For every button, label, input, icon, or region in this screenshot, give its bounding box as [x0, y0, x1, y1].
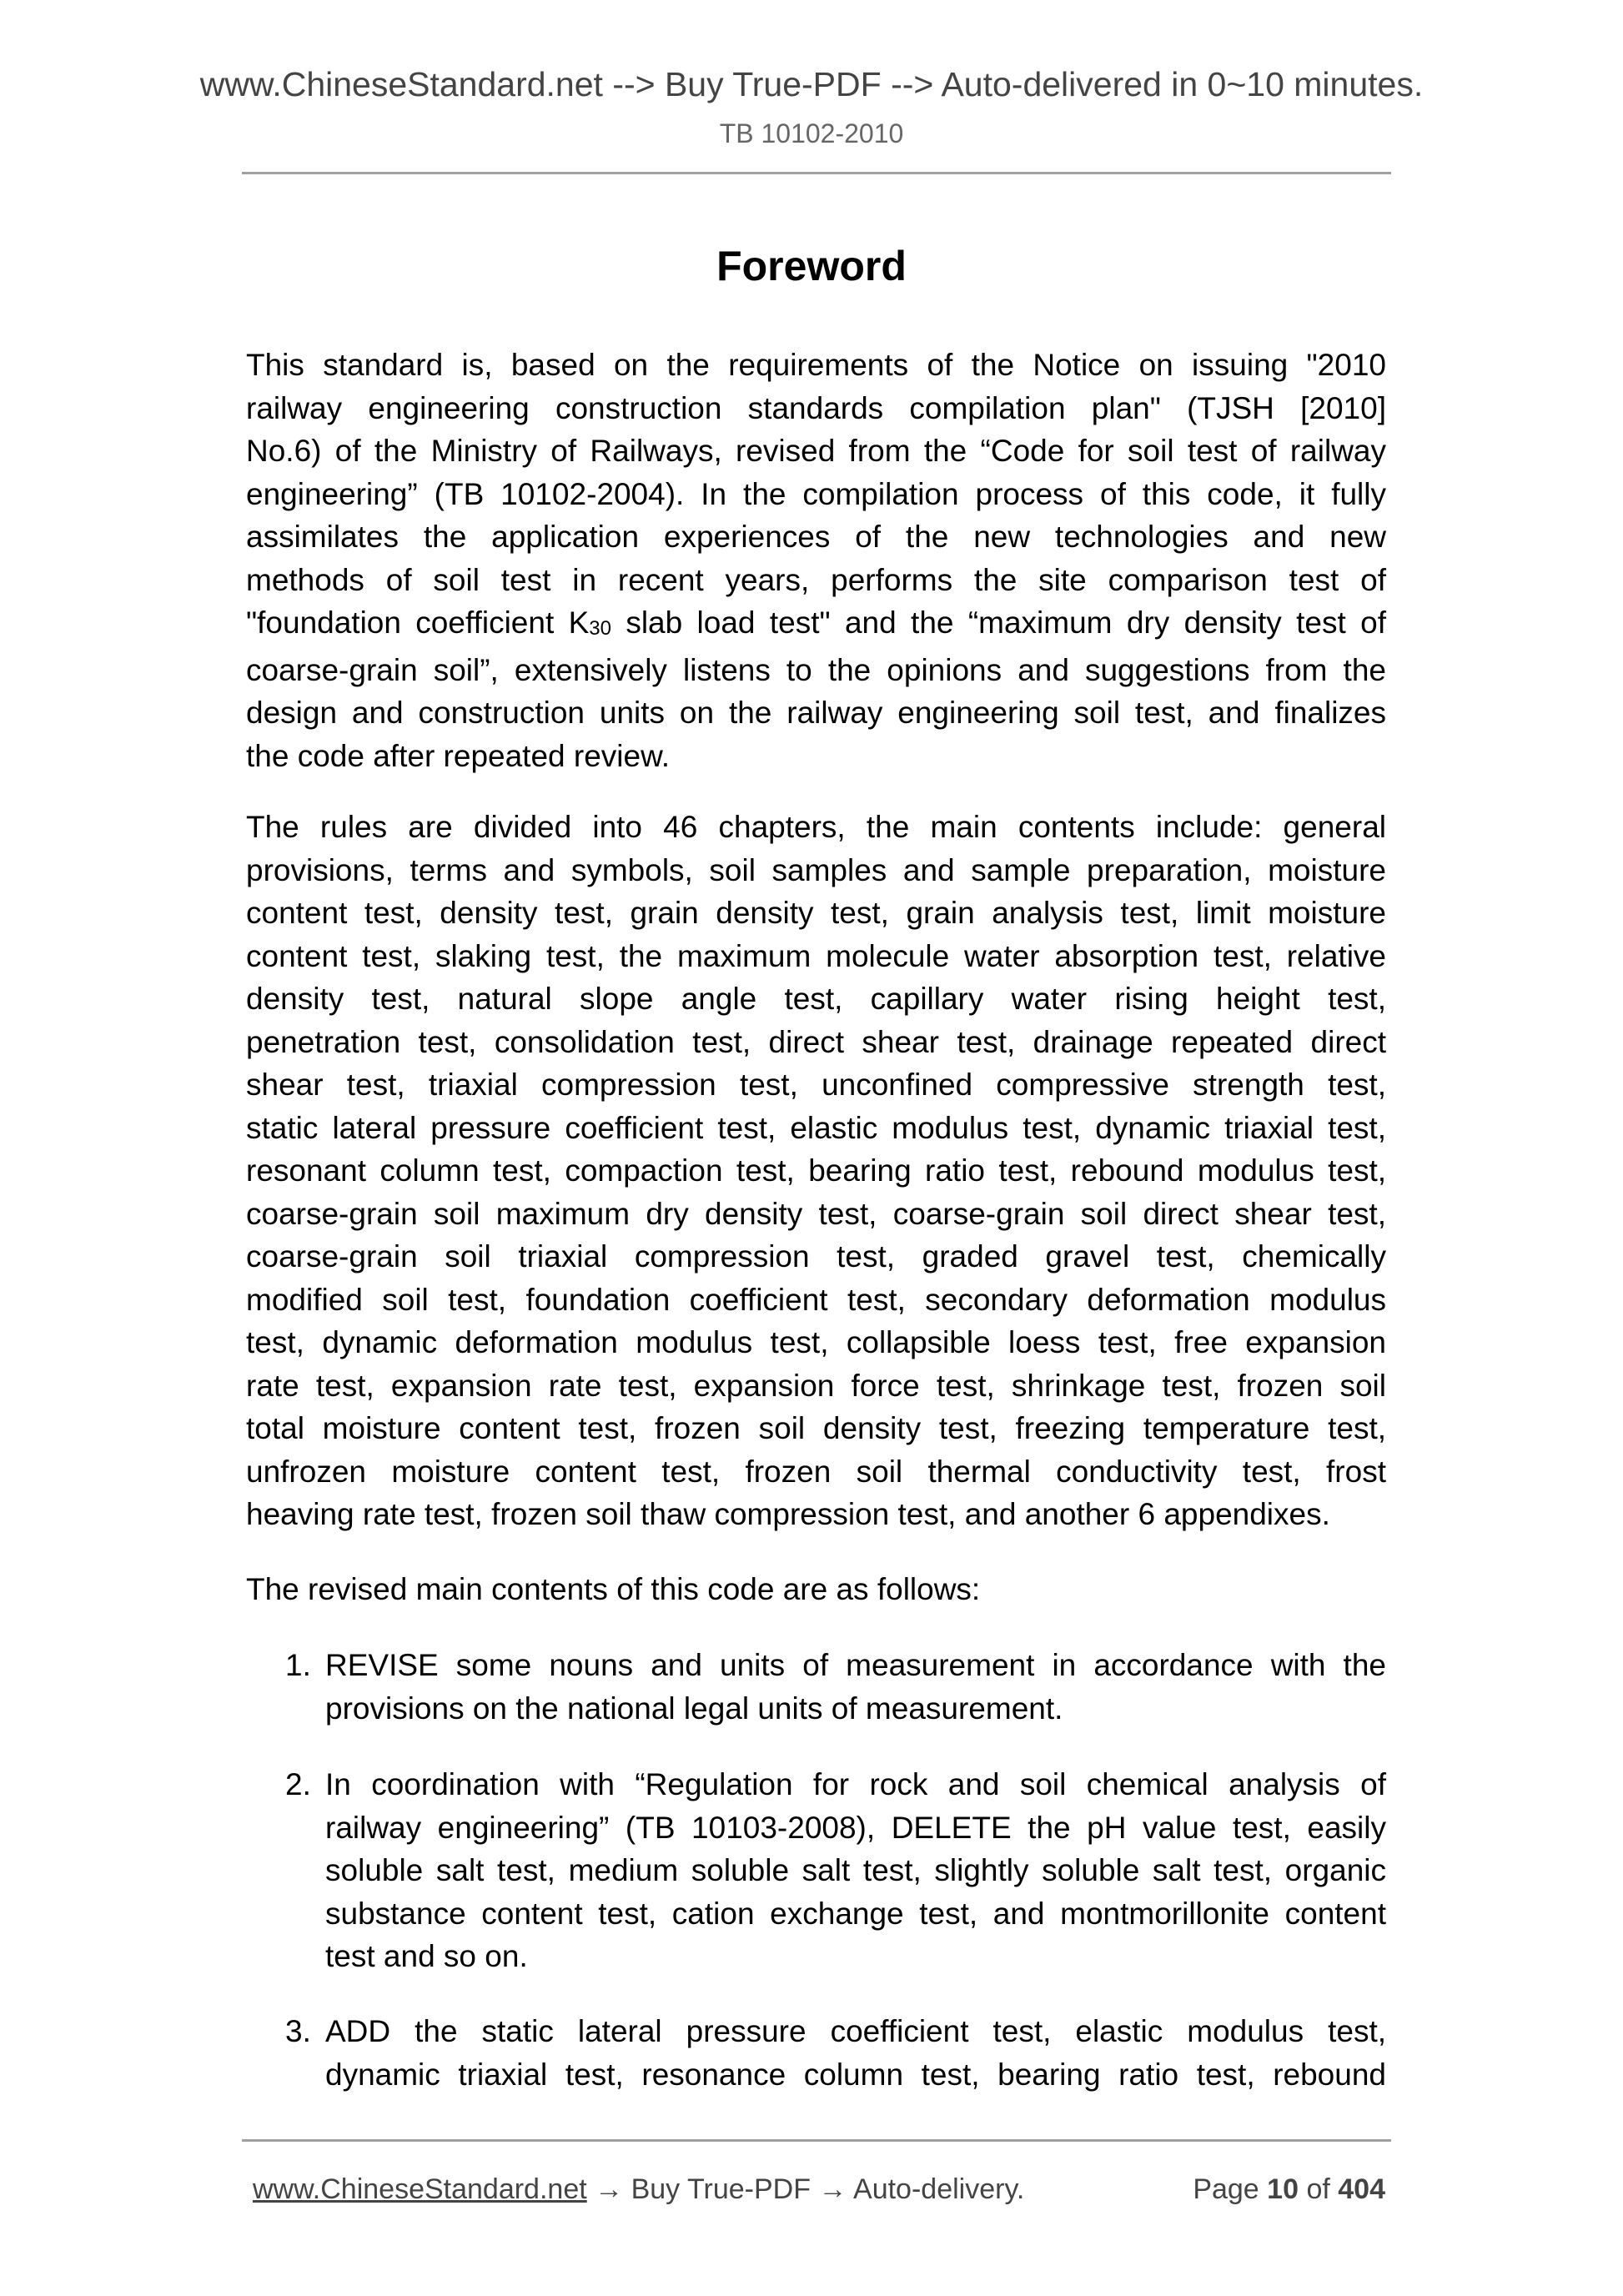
text-line: This standard is, based on the requirements of the Notice on issuing "2010 [246, 348, 1386, 382]
text-line: REVISE some nouns and units of measurement in accordance with the [325, 1648, 1386, 1682]
subscript: 30 [589, 617, 611, 640]
text-line: unfrozen moisture content test, frozen soil thermal conductivity test, frost [246, 1454, 1386, 1489]
list-number: 2. [285, 1767, 311, 1801]
text-line: rate test, expansion rate test, expansion force test, shrinkage test, frozen soil [246, 1368, 1386, 1403]
text-line: assimilates the application experiences of the new technologies and new [246, 520, 1386, 554]
list-item [285, 1644, 1386, 1730]
text-line: the code after repeated review. [246, 738, 671, 773]
footer [253, 2173, 1385, 2206]
text-line: substance content test, cation exchange test, and montmorillonite content [325, 1896, 1386, 1931]
text-line: provisions, terms and symbols, soil samples and sample preparation, moisture [246, 852, 1386, 887]
footer-divider [242, 2139, 1391, 2142]
page-title: Foreword [716, 243, 907, 289]
text-line: penetration test, consolidation test, direct shear test, drainage repeated direct [246, 1024, 1386, 1059]
list-item [285, 2010, 1386, 2096]
buy-text: Buy True-PDF [631, 2173, 811, 2205]
paragraph-contents [246, 806, 1386, 1536]
delivery-text: Auto-delivery. [853, 2173, 1025, 2205]
text-line: shear test, triaxial compression test, unconfined compressive strength test, [246, 1068, 1386, 1102]
text-line: static lateral pressure coefficient test, elastic modulus test, dynamic triaxial test, [246, 1110, 1386, 1145]
page-of: of [1306, 2173, 1330, 2205]
text-line: modified soil test, foundation coefficient test, secondary deformation modulus [246, 1282, 1386, 1317]
arrow-icon: → [595, 2173, 624, 2205]
header-divider [242, 172, 1391, 174]
text-line: coarse-grain soil triaxial compression test, graded gravel test, chemically [246, 1239, 1386, 1274]
text-line: The revised main contents of this code are as follows: [246, 1572, 981, 1606]
text-line: soluble salt test, medium soluble salt test, slightly soluble salt test, organic [325, 1853, 1386, 1887]
text-line: engineering” (TB 10102-2004). In the compilation process of this code, it fully [246, 476, 1386, 511]
text-line: provisions on the national legal units of measurement. [325, 1691, 1063, 1726]
text-line: No.6) of the Ministry of Railways, revised from the “Code for soil test of railway [246, 434, 1386, 468]
text-line: content test, density test, grain density test, grain analysis test, limit moisture [246, 896, 1386, 930]
text-line: total moisture content test, frozen soil density test, freezing temperature test, [246, 1411, 1386, 1445]
text-line: ADD the static lateral pressure coefficient test, elastic modulus test, [325, 2014, 1386, 2048]
text-line: railway engineering construction standards compilation plan" (TJSH [2010] [246, 390, 1386, 425]
text-line: methods of soil test in recent years, performs the site comparison test of [246, 562, 1386, 597]
text-line: In coordination with “Regulation for rock and soil chemical analysis of [325, 1767, 1386, 1801]
text-line: content test, slaking test, the maximum molecule water absorption test, relative [246, 938, 1386, 973]
text-line: design and construction units on the railway engineering soil test, and finalizes [246, 696, 1386, 730]
text-line: test, dynamic deformation modulus test, collapsible loess test, free expansion [246, 1325, 1386, 1359]
text-line: dynamic triaxial test, resonance column test, bearing ratio test, rebound [325, 2057, 1386, 2092]
text-line: coarse-grain soil”, extensively listens to the opinions and suggestions from the [246, 652, 1386, 687]
document-code: TB 10102-2010 [719, 118, 904, 148]
text-line: test and so on. [325, 1939, 528, 1973]
page-indicator [1193, 2173, 1385, 2206]
list-item [285, 1763, 1386, 1978]
list-number: 1. [285, 1648, 311, 1682]
text-line: railway engineering” (TB 10103-2008), DELETE the pH value test, easily [325, 1810, 1386, 1845]
text-line: The rules are divided into 46 chapters, the main contents include: general [246, 810, 1386, 844]
text-line: resonant column test, compaction test, bearing ratio test, rebound modulus test, [246, 1153, 1386, 1188]
text-line: density test, natural slope angle test, capillary water rising height test, [246, 982, 1386, 1016]
text-line: heaving rate test, frozen soil thaw compression test, and another 6 appendixes. [246, 1497, 1330, 1531]
header-banner: www.ChineseStandard.net --> Buy True-PDF --> Auto-delivered in 0~10 minutes. [199, 65, 1424, 103]
text-run: "foundation coefficient K [246, 605, 590, 640]
text-run: slab load test" and the “maximum dry density test of [611, 605, 1386, 640]
paragraph-revised-intro [246, 1568, 1386, 1611]
text-line [246, 601, 1386, 649]
paragraph-intro [246, 344, 1386, 777]
website-link[interactable]: www.ChineseStandard.net [253, 2173, 587, 2205]
page-number: 10 [1267, 2173, 1299, 2205]
page-label: Page [1193, 2173, 1259, 2205]
list-number: 3. [285, 2014, 311, 2048]
text-line: coarse-grain soil maximum dry density test, coarse-grain soil direct shear test, [246, 1196, 1386, 1231]
page-total: 404 [1338, 2173, 1385, 2205]
arrow-icon: → [818, 2173, 847, 2205]
